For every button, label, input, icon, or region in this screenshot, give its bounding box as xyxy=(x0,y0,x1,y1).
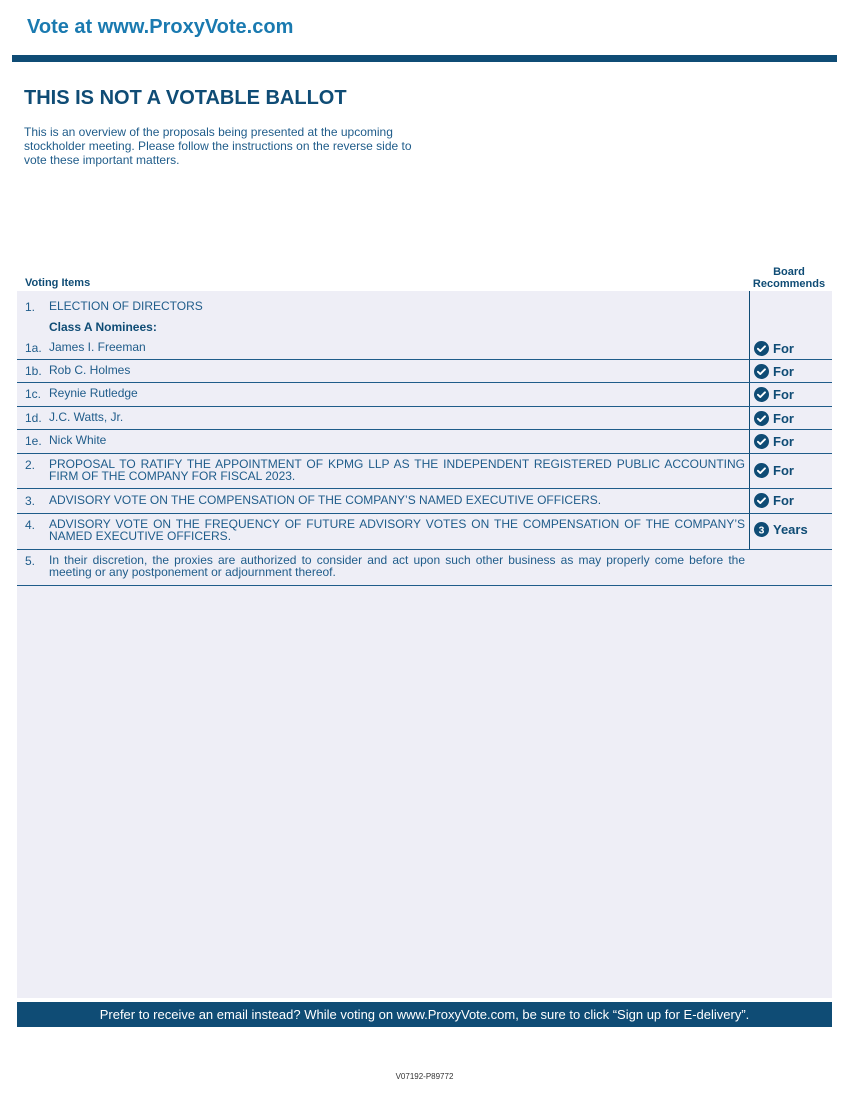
proposal-text: Nick White xyxy=(49,433,107,447)
recommendation-label: For xyxy=(773,364,794,379)
check-circle-icon xyxy=(754,411,769,426)
proposal-text: ADVISORY VOTE ON THE COMPENSATION OF THE COMPANY’S NAMED EXECUTIVE OFFICERS. xyxy=(49,493,602,507)
proposal-number: 1a. xyxy=(25,341,42,355)
board-recommendation xyxy=(754,411,794,426)
check-circle-icon xyxy=(754,341,769,356)
proposal-number: 4. xyxy=(25,518,36,532)
proposal-row-4 xyxy=(17,514,832,550)
recommendation-label: For xyxy=(773,387,794,402)
proposal-text: ADVISORY VOTE ON THE FREQUENCY OF FUTURE ADVISORY VOTES ON THE COMPENSATION OF THE COMPANY’S NAMED EXECUTIVE OFFICERS. xyxy=(49,517,745,543)
header-title: Vote at www.ProxyVote.com xyxy=(27,16,294,38)
proposal-number: 1e. xyxy=(25,434,42,448)
proposal-text: J.C. Watts, Jr. xyxy=(49,410,124,424)
board-recommends-line1: Board xyxy=(773,266,805,278)
proposal-row-2 xyxy=(17,454,832,489)
recommendation-label: For xyxy=(773,341,794,356)
proposal-number: 1d. xyxy=(25,411,42,425)
document-code: V07192-P89772 xyxy=(395,1072,454,1081)
board-recommendation xyxy=(754,364,794,379)
header-divider xyxy=(12,55,837,62)
board-recommendation xyxy=(754,341,794,356)
e-delivery-banner: Prefer to receive an email instead? While voting on www.ProxyVote.com, be sure to click “Sign up for E-delivery”. xyxy=(17,1002,832,1027)
proposal-row-1c xyxy=(17,383,832,407)
check-circle-icon xyxy=(754,364,769,379)
proposal-row-1 xyxy=(17,298,832,318)
proposal-row-5 xyxy=(17,550,832,586)
proposal-text: PROPOSAL TO RATIFY THE APPOINTMENT OF KPMG LLP AS THE INDEPENDENT REGISTERED PUBLIC ACCOUNTING FIRM OF THE COMPANY FOR FISCAL 2023. xyxy=(49,457,745,483)
proposal-row-1b xyxy=(17,360,832,383)
number-3-circle-icon xyxy=(754,522,769,537)
check-circle-icon xyxy=(754,387,769,402)
proposal-number: 1b. xyxy=(25,364,42,378)
nominee-class-row xyxy=(17,319,832,337)
proposal-text: James I. Freeman xyxy=(49,340,146,354)
proposal-row-1e xyxy=(17,430,832,454)
recommendation-label: For xyxy=(773,434,794,449)
board-recommendation xyxy=(754,522,808,537)
board-recommends-header xyxy=(749,266,829,290)
recommendation-label: For xyxy=(773,411,794,426)
proposal-number: 3. xyxy=(25,494,36,508)
proposal-number: 1c. xyxy=(25,387,42,401)
proposal-text: Reynie Rutledge xyxy=(49,386,138,400)
recommendation-label: For xyxy=(773,463,794,478)
board-recommendation xyxy=(754,387,794,402)
board-recommendation xyxy=(754,434,794,449)
proposal-number: 2. xyxy=(25,458,36,472)
proposal-number: 1. xyxy=(25,300,36,314)
proposal-row-1a xyxy=(17,337,832,360)
intro-text: This is an overview of the proposals being presented at the upcoming stockholder meeting. Please follow the instructions on the reverse side to vote these important matters. xyxy=(24,125,412,167)
check-circle-icon xyxy=(754,493,769,508)
ballot-heading: THIS IS NOT A VOTABLE BALLOT xyxy=(24,87,347,109)
board-recommendation xyxy=(754,463,794,478)
proposal-text: Rob C. Holmes xyxy=(49,363,131,377)
proposal-number: 5. xyxy=(25,554,36,568)
check-circle-icon xyxy=(754,434,769,449)
svg-text:3: 3 xyxy=(758,525,765,537)
board-recommendation xyxy=(754,493,794,508)
proposal-text: In their discretion, the proxies are authorized to consider and act upon such other business as may properly come before the meeting or any postponement or adjournment thereof. xyxy=(49,553,745,579)
proposal-row-1d xyxy=(17,407,832,430)
proposal-row-3 xyxy=(17,489,832,514)
recommendation-label: Years xyxy=(773,522,808,537)
recommendation-label: For xyxy=(773,493,794,508)
nominee-class-label: Class A Nominees: xyxy=(49,320,157,334)
proposal-text: ELECTION OF DIRECTORS xyxy=(49,299,203,313)
voting-items-header: Voting Items xyxy=(25,277,91,289)
check-circle-icon xyxy=(754,463,769,478)
board-recommends-line2: Recommends xyxy=(752,278,826,290)
